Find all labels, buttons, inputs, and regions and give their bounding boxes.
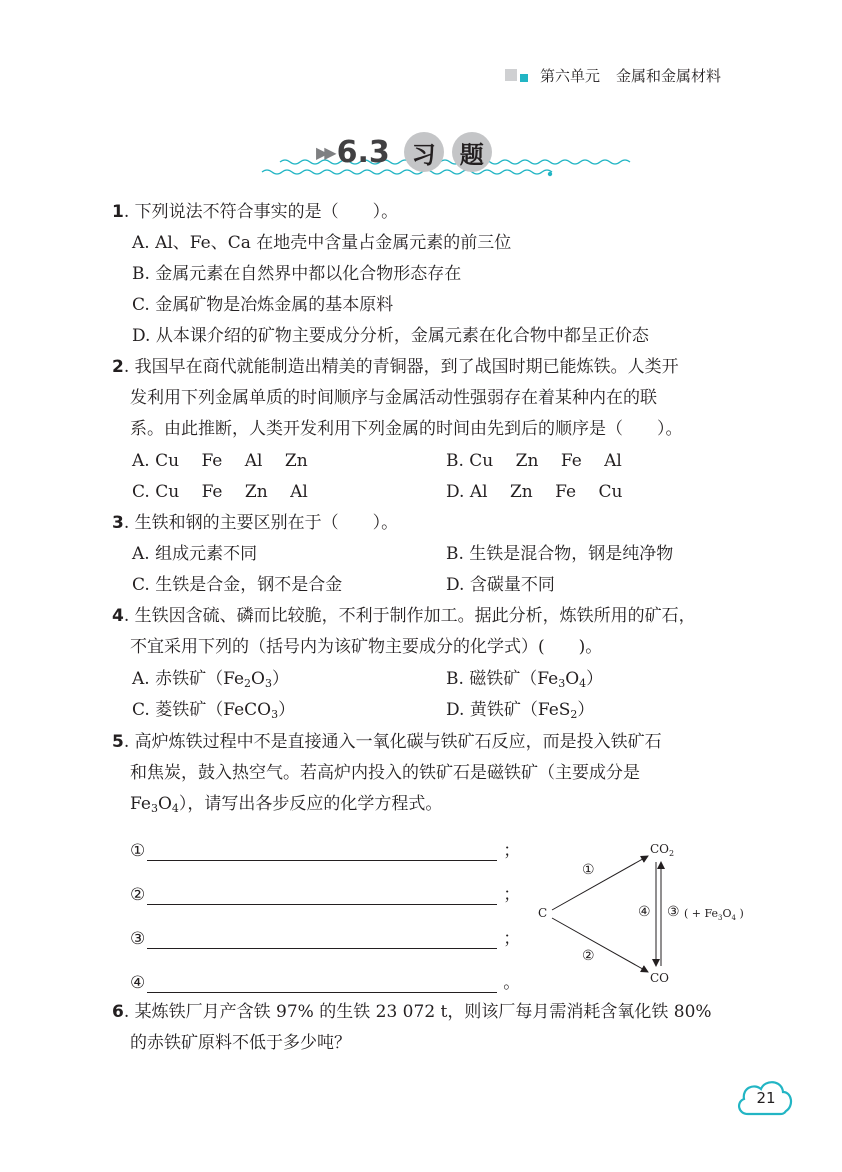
q2-option-d: D. Al Zn Fe Cu xyxy=(446,482,623,502)
question-text: . 某炼铁厂月产含铁 97% 的生铁 23 072 t，则该厂每月需消耗含氧化铁 80% xyxy=(123,1002,712,1022)
page-number-badge xyxy=(734,1074,796,1120)
question-2-stem xyxy=(112,352,679,383)
question-4-stem xyxy=(112,601,696,632)
question-4-line-2: 不宜采用下列的（括号内为该矿物主要成分的化学式）( )。 xyxy=(130,637,603,657)
question-text: . 生铁和钢的主要区别在于（ ）。 xyxy=(123,513,399,533)
question-number: 5 xyxy=(112,732,124,752)
header-topic: 金属和金属材料 xyxy=(616,66,722,85)
question-5-line-3: $Fe_3O_4$），请写出各步反应的化学方程式。 xyxy=(130,794,443,815)
q1-option-a: A. Al、Fe、Ca 在地壳中含量占金属元素的前三位 xyxy=(132,233,512,253)
q4-option-b: B. 磁铁矿$(Fe_3O_4)$ xyxy=(446,669,604,690)
circled-number: ① xyxy=(130,841,146,861)
label-step-3: ③ xyxy=(667,904,680,920)
arrow-c-to-co2 xyxy=(552,856,648,910)
question-1-stem xyxy=(112,197,398,228)
label-step-2: ② xyxy=(582,948,595,964)
question-number: 6 xyxy=(112,1002,124,1022)
question-5-line-2: 和焦炭，鼓入热空气。若高炉内投入的铁矿石是磁铁矿（主要成分是 xyxy=(130,763,640,783)
header-accent-square-icon xyxy=(520,74,528,82)
section-number: 6.3 xyxy=(336,134,390,170)
question-number: 1 xyxy=(112,202,124,222)
answer-line[interactable] xyxy=(147,886,497,905)
answer-blank-3[interactable]: ③ ； xyxy=(130,929,521,949)
label-co2: $CO_2$ xyxy=(650,842,675,858)
q4-option-a: A. 赤铁矿$(Fe_2O_3)$ xyxy=(132,669,289,690)
arrow-c-to-co xyxy=(552,918,648,972)
question-2-line-2: 发利用下列金属单质的时间顺序与金属活动性强弱存在着某种内在的联 xyxy=(130,388,657,408)
answer-line[interactable] xyxy=(147,974,497,993)
label-fe3o4-note: ( + $Fe_3O_4$ ) xyxy=(684,907,744,922)
answer-blank-1[interactable]: ① ； xyxy=(130,841,521,861)
q4-option-c: C. 菱铁矿（FeCO$_3$） xyxy=(132,700,296,721)
answer-blank-4[interactable]: ④ 。 xyxy=(130,973,521,993)
question-5-stem xyxy=(112,727,662,758)
answer-blank-2[interactable]: ② ； xyxy=(130,885,521,905)
question-text: . 生铁因含硫、磷而比较脆，不利于制作加工。据此分析，炼铁所用的矿石， xyxy=(123,606,696,626)
question-number: 4 xyxy=(112,606,124,626)
q3-option-a: A. 组成元素不同 xyxy=(132,544,258,564)
q2-option-c: C. Cu Fe Zn Al xyxy=(132,482,308,502)
label-step-4: ④ xyxy=(638,904,651,920)
question-6-line-2: 的赤铁矿原料不低于多少吨？ xyxy=(130,1033,351,1053)
question-2-line-3: 系。由此推断，人类开发利用下列金属的时间由先到后的顺序是（ ）。 xyxy=(130,419,683,439)
question-text: . 下列说法不符合事实的是（ ）。 xyxy=(123,202,399,222)
label-co: CO xyxy=(650,971,670,985)
answer-line[interactable] xyxy=(147,930,497,949)
answer-line[interactable] xyxy=(147,842,497,861)
double-arrow-icon: ▶▶ xyxy=(316,142,333,162)
question-text: . 我国早在商代就能制造出精美的青铜器，到了战国时期已能炼铁。人类开 xyxy=(123,357,679,377)
q4-option-d: D. 黄铁矿（FeS$_2$） xyxy=(446,700,595,721)
running-header xyxy=(505,63,721,87)
circled-number: ② xyxy=(130,885,146,905)
q2-option-a: A. Cu Fe Al Zn xyxy=(132,451,308,471)
q1-option-d: D. 从本课介绍的矿物主要成分分析，金属元素在化合物中都呈正价态 xyxy=(132,326,649,346)
question-number: 2 xyxy=(112,357,124,377)
header-unit: 第六单元 xyxy=(540,66,601,85)
section-title xyxy=(260,130,640,186)
q3-option-d: D. 含碳量不同 xyxy=(446,575,555,595)
page-number: 21 xyxy=(756,1089,776,1107)
q3-option-c: C. 生铁是合金，钢不是合金 xyxy=(132,575,343,595)
q1-option-c: C. 金属矿物是冶炼金属的基本原料 xyxy=(132,295,394,315)
question-6-stem xyxy=(112,997,712,1028)
label-c: C xyxy=(538,906,548,920)
circled-number: ④ xyxy=(130,973,146,993)
question-text: . 高炉炼铁过程中不是直接通入一氧化碳与铁矿石反应，而是投入铁矿石 xyxy=(123,732,662,752)
q3-option-b: B. 生铁是混合物，钢是纯净物 xyxy=(446,544,674,564)
question-number: 3 xyxy=(112,513,124,533)
title-char-2: 题 xyxy=(452,132,492,172)
header-decor-square-icon xyxy=(505,69,517,81)
title-row xyxy=(316,132,500,172)
circled-number: ③ xyxy=(130,929,146,949)
title-char-1: 习 xyxy=(404,132,444,172)
label-step-1: ① xyxy=(582,862,595,878)
question-3-stem xyxy=(112,508,398,539)
q2-option-b: B. Cu Zn Fe Al xyxy=(446,451,622,471)
reaction-diagram xyxy=(530,838,770,988)
q1-option-b: B. 金属元素在自然界中都以化合物形态存在 xyxy=(132,264,462,284)
